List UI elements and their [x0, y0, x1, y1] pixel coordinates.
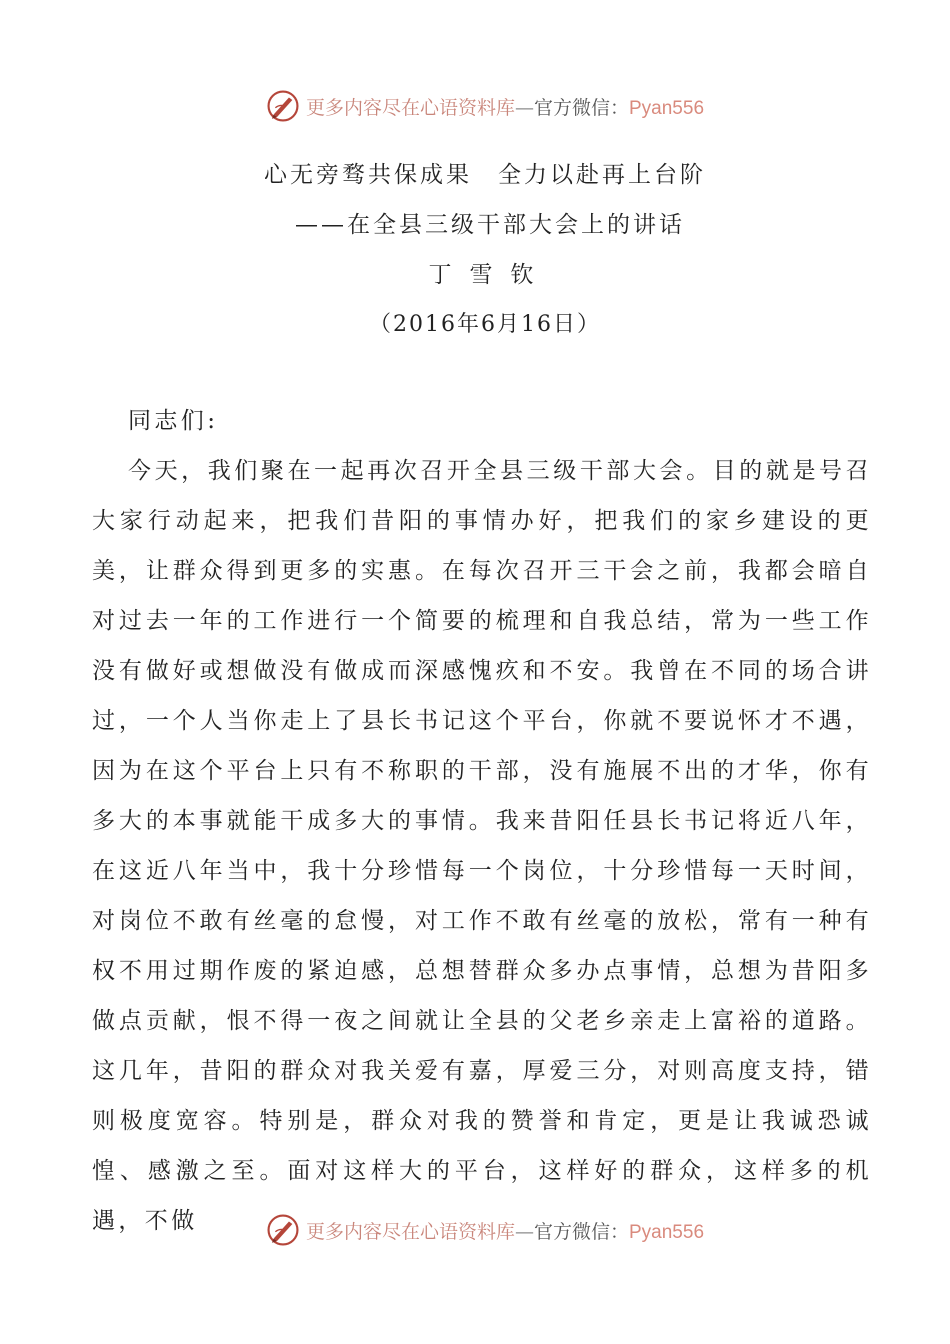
document-subtitle: ——在全县三级干部大会上的讲话: [295, 212, 685, 238]
greeting: 同志们:: [128, 408, 219, 434]
banner-wechat-id: Pyan556: [629, 97, 705, 119]
banner-wechat-label: 官方微信：: [533, 1220, 629, 1243]
banner-text: [306, 1217, 704, 1244]
banner-content: [266, 89, 704, 123]
document-date: （2016年6月16日）: [369, 312, 601, 337]
body-paragraph: 今天，我们聚在一起再次召开全县三级干部大会。目的就是号召大家行动起来，把我们昔阳的事情办好，把我们的家乡建设的更美，让群众得到更多的实惠。在每次召开三干会之前，我都会暗自对过去一年的工作进行一个简要的梳理和自我总结，常为一些工作没有做好或想做没有做成而深感愧疚和不安。我曾在不同的场合讲过，一个人当你走上了县长书记这个平台，你就不要说怀才不遇，因为在这个平台上只有不称职的干部，没有施展不出的才华，你有多大的本事就能干成多大的事情。我来昔阳任县长书记将近八年，在这近八年当中，我十分珍惜每一个岗位，十分珍惜每一天时间，对岗位不敢有丝毫的怠慢，对工作不敢有丝毫的放松，常有一种有权不用过期作废的紧迫感，总想替群众多办点事情，总想为昔阳多做点贡献，恨不得一夜之间就让全县的父老乡亲走上富裕的道路。这几年，昔阳的群众对我关爱有嘉，厚爱三分，对则高度支持，错则极度宽容。特别是，群众对我的赞誉和肯定，更是让我诚恐诚惶、感激之至。面对这样大的平台，这样好的群众，这样多的机遇，不做: [92, 458, 872, 1234]
banner-wechat-id: Pyan556: [629, 1221, 705, 1243]
banner-wechat-label: 官方微信：: [533, 96, 629, 119]
banner-separator: —: [514, 1220, 534, 1243]
banner-site-text: 更多内容尽在心语资料库: [305, 96, 515, 119]
banner-site-text: 更多内容尽在心语资料库: [305, 1220, 515, 1243]
document-title-block: [0, 150, 950, 350]
footer-banner: [0, 1208, 950, 1252]
document-title: 心无旁骛共保成果 全力以赴再上台阶: [264, 162, 706, 188]
document-author: 丁雪钦: [428, 262, 552, 288]
banner-separator: —: [514, 96, 534, 119]
banner-text: [306, 93, 704, 120]
document-body: [92, 396, 872, 1246]
banner-content: [266, 1213, 704, 1247]
header-banner: [0, 84, 950, 128]
pen-nib-logo-icon: [266, 1213, 300, 1247]
pen-nib-logo-icon: [266, 89, 300, 123]
